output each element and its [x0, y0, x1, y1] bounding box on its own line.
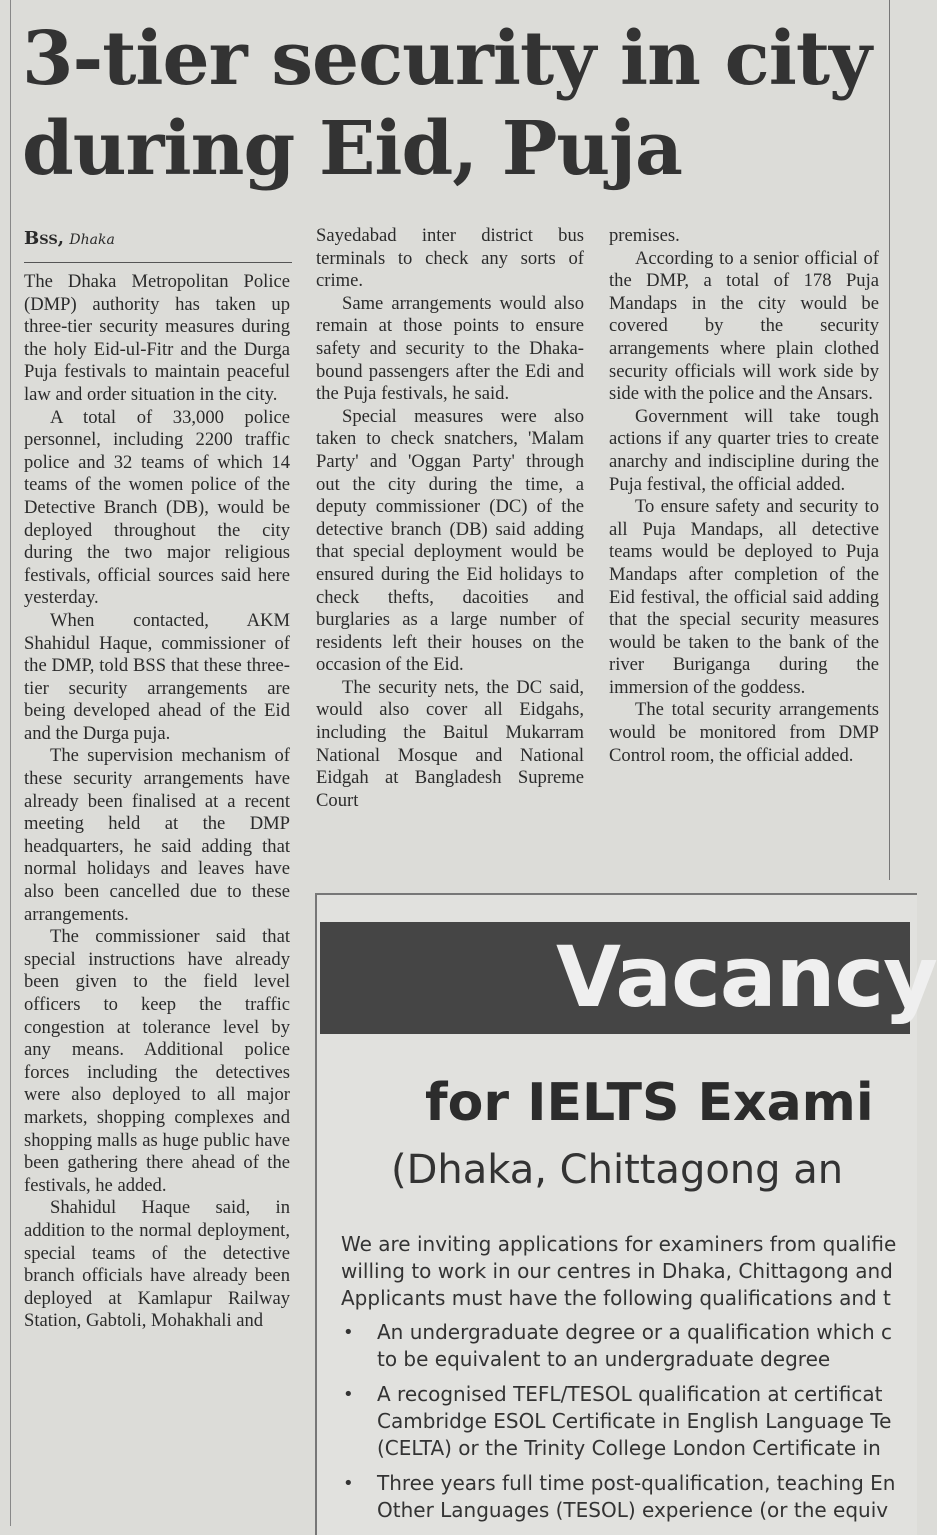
paragraph: To ensure safety and security to all Puja Mandaps, all detective teams would be deployed to Puja Mandaps after completion of the Eid festival, the official said adding that the special security measures would be taken to the bank of the river Buriganga during the immersion of the goddess. — [609, 496, 879, 698]
article-column-1 — [24, 271, 290, 1333]
list-item-line: Other Languages (TESOL) experience (or the equiv — [377, 1498, 889, 1522]
paragraph: Shahidul Haque said, in addition to the normal deployment, special teams of the detective branch officials have already been deployed at Kamlapur Railway Station, Gabtoli, Mohakhali and — [24, 1197, 290, 1332]
headline-line-1: 3-tier security in city — [22, 16, 871, 102]
ad-qualifications-list — [341, 1319, 895, 1532]
headline-line-2: during Eid, Puja — [22, 106, 682, 192]
paragraph: The security nets, the DC said, would also cover all Eidgahs, including the Baitul Mukarram National Mosque and National Eidgah at Bangladesh Supreme Court — [316, 676, 584, 811]
paragraph: Special measures were also taken to check snatchers, 'Malam Party' and 'Oggan Party' through out the city during the time, a deputy commissioner (DC) of the detective branch (DB) said adding that special deployment would be ensured during the Eid holidays to check thefts, dacoities and burglaries as a large number of residents left their houses on the occasion of the Eid. — [316, 405, 584, 676]
paragraph: Same arrangements would also remain at those points to ensure safety and security to the Dhaka-bound passengers after the Edi and the Puja festivals, he said. — [316, 292, 584, 405]
article-column-3 — [609, 225, 879, 767]
ad-intro — [341, 1231, 896, 1312]
bullet-icon: • — [343, 1322, 354, 1343]
ad-subtitle: for IELTS Exami — [425, 1073, 874, 1133]
ad-locations: (Dhaka, Chittagong an — [391, 1147, 844, 1193]
paragraph: The supervision mechanism of these security arrangements have already been finalised at a recent meeting held at the DMP headquarters, he said adding that normal holidays and leaves have also been cancelled due to these arrangements. — [24, 745, 290, 925]
column-right-rule — [889, 0, 890, 880]
ad-intro-line: We are inviting applications for examiners from qualifie — [341, 1232, 897, 1256]
paragraph: The total security arrangements would be monitored from DMP Control room, the official added. — [609, 699, 879, 766]
paragraph: The commissioner said that special instructions have already been given to the field level officers to keep the traffic congestion at tolerance level by any means. Additional police forces including the detectives were also deployed to all major markets, shopping complexes and shopping malls as huge public have been gathering there ahead of the festivals, he added. — [24, 926, 290, 1196]
byline-place: Dhaka — [69, 232, 115, 248]
byline-rule — [24, 262, 292, 263]
ad-intro-line: willing to work in our centres in Dhaka, Chittagong and — [341, 1259, 893, 1283]
byline — [24, 228, 115, 249]
paragraph: Sayedabad inter district bus terminals to check any sorts of crime. — [316, 225, 584, 292]
ad-banner — [320, 922, 937, 1034]
list-item — [341, 1319, 895, 1373]
list-item-line: (CELTA) or the Trinity College London Certificate in — [377, 1436, 881, 1460]
paragraph: When contacted, AKM Shahidul Haque, commissioner of the DMP, told BSS that these three-tier security arrangements are being developed ahead of the Eid and the Durga puja. — [24, 609, 290, 744]
list-item-line: A recognised TEFL/TESOL qualification at certificat — [377, 1382, 883, 1406]
list-item-line: Cambridge ESOL Certificate in English Language Te — [377, 1409, 892, 1433]
paragraph: The Dhaka Metropolitan Police (DMP) authority has taken up three-tier security measures during the holy Eid-ul-Fitr and the Durga Puja festivals to maintain peaceful law and order situation in the city. — [24, 271, 290, 405]
article-column-2 — [316, 225, 584, 812]
list-item-line: to be equivalent to an undergraduate degree — [377, 1347, 831, 1371]
page-left-rule — [10, 0, 11, 1526]
bullet-icon: • — [343, 1384, 354, 1405]
byline-agency: Bss, — [24, 228, 64, 249]
list-item — [341, 1381, 895, 1462]
article-headline — [22, 14, 892, 194]
paragraph: Government will take tough actions if any quarter tries to create anarchy and indiscipline during the Puja festival, the official added. — [609, 405, 879, 495]
ad-banner-title: Vacancy — [556, 928, 937, 1026]
list-item-line: Three years full time post-qualification, teaching En — [377, 1471, 896, 1495]
list-item — [341, 1470, 895, 1524]
list-item-line: An undergraduate degree or a qualification which c — [377, 1320, 892, 1344]
paragraph: According to a senior official of the DMP, a total of 178 Puja Mandaps in the city would be covered by the security arrangements where plain clothed security officials will work side by side with the police and the Ansars. — [609, 247, 879, 405]
ad-intro-line: Applicants must have the following qualifications and t — [341, 1286, 891, 1310]
bullet-icon: • — [343, 1473, 354, 1494]
paragraph: A total of 33,000 police personnel, including 2200 traffic police and 32 teams of which 14 teams of the women police of the Detective Branch (DB), would be deployed throughout the city during the two major religious festivals, official sources said here yesterday. — [24, 406, 290, 609]
vacancy-advertisement — [315, 893, 937, 1535]
paragraph: premises. — [609, 225, 680, 246]
